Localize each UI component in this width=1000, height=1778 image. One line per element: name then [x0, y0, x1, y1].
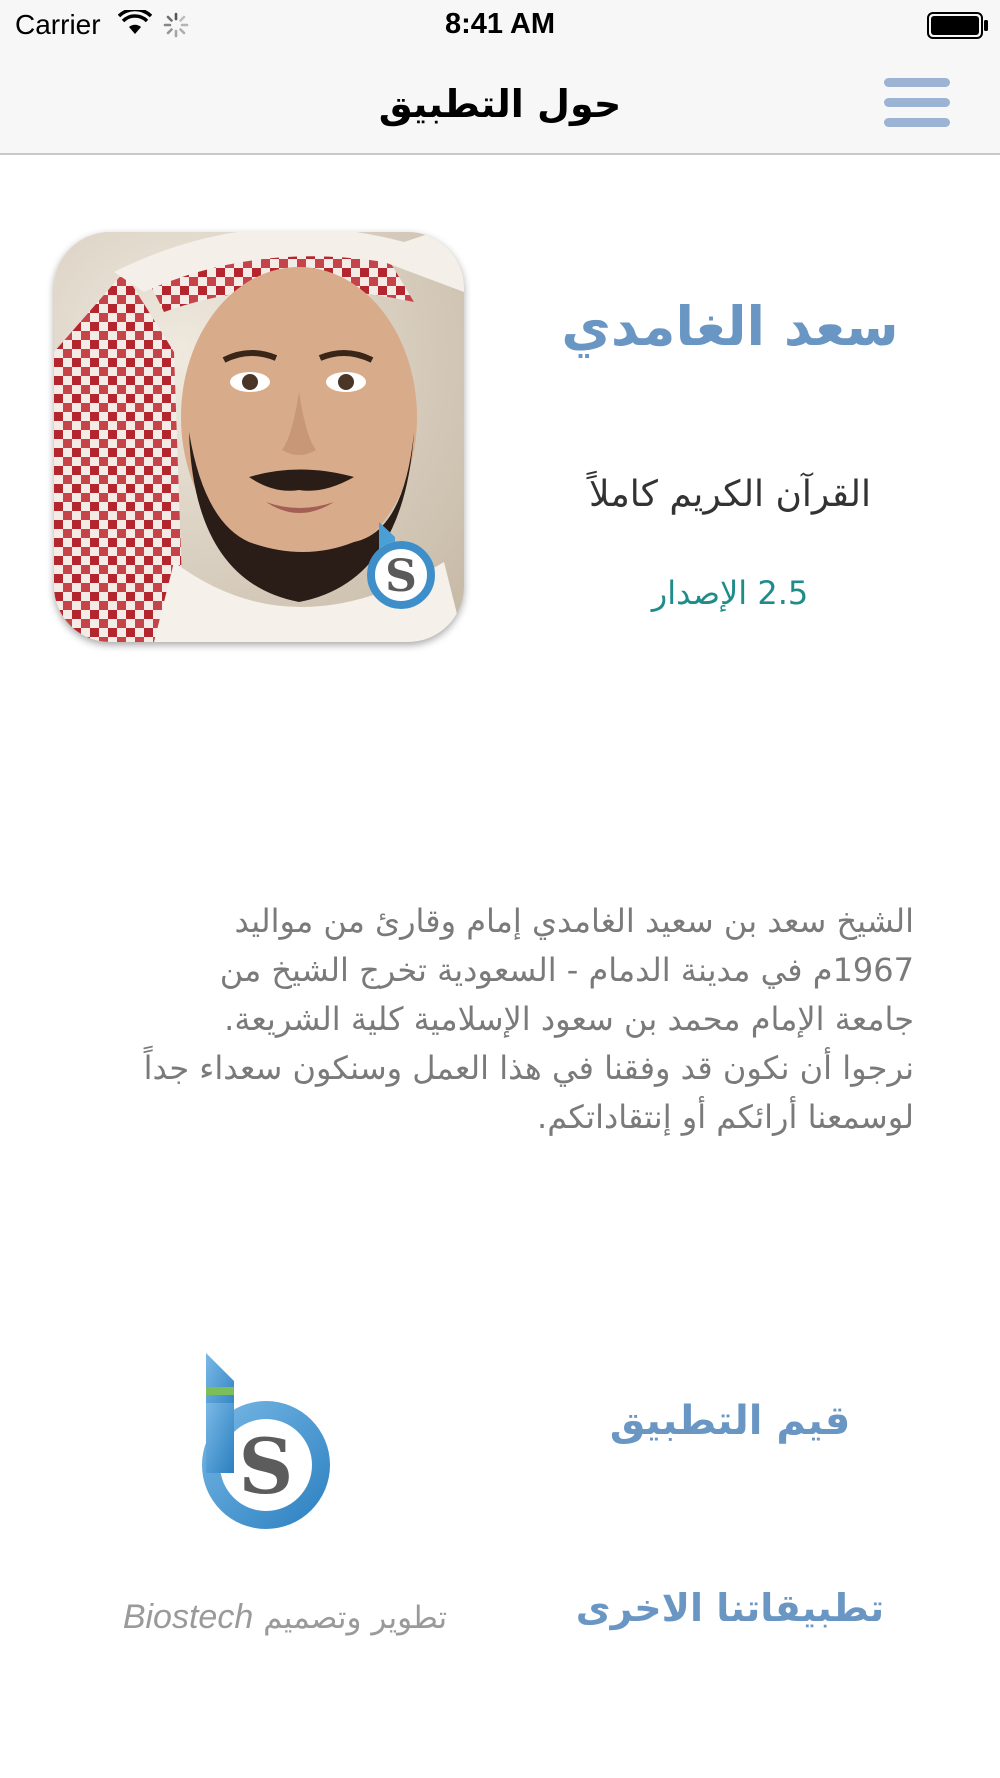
reciter-description — [80, 897, 914, 1142]
developer-credit — [60, 1598, 510, 1637]
credit-brand: Biostech — [122, 1598, 254, 1636]
other-apps-button[interactable]: تطبيقاتنا الاخرى — [575, 1586, 885, 1630]
credit-label: تطوير وتصميم — [263, 1600, 448, 1636]
rate-app-button[interactable]: قيم التطبيق — [609, 1398, 851, 1444]
navigation-bar — [0, 52, 1000, 155]
status-time: 8:41 AM — [444, 8, 556, 40]
menu-button[interactable] — [878, 74, 956, 132]
page-title: حول التطبيق — [378, 82, 622, 126]
app-version: 2.5 الإصدار — [651, 574, 809, 612]
reciter-photo — [54, 232, 464, 642]
description-line: الشيخ سعد بن سعيد الغامدي إمام وقارئ من مواليد — [234, 902, 914, 940]
app-subtitle: القرآن الكريم كاملاً — [589, 474, 871, 515]
battery-icon — [927, 12, 989, 39]
svg-text:S: S — [385, 551, 417, 602]
description-line: نرجوا أن نكون قد وفقنا في هذا العمل وسنكون سعداء جداً — [143, 1049, 914, 1087]
biostech-logo-icon — [196, 1353, 346, 1553]
description-line: 1967م في مدينة الدمام - السعودية تخرج الشيخ من — [219, 951, 914, 989]
reciter-portrait-image — [54, 232, 464, 642]
logo-letter: S — [238, 1422, 294, 1511]
status-bar — [0, 0, 1000, 52]
description-line: جامعة الإمام محمد بن سعود الإسلامية كلية الشريعة. — [224, 1000, 914, 1038]
description-line: لوسمعنا أرائكم أو إنتقاداتكم. — [537, 1098, 914, 1136]
reciter-name: سعد الغامدي — [561, 295, 899, 358]
carrier-label: Carrier — [15, 9, 101, 40]
